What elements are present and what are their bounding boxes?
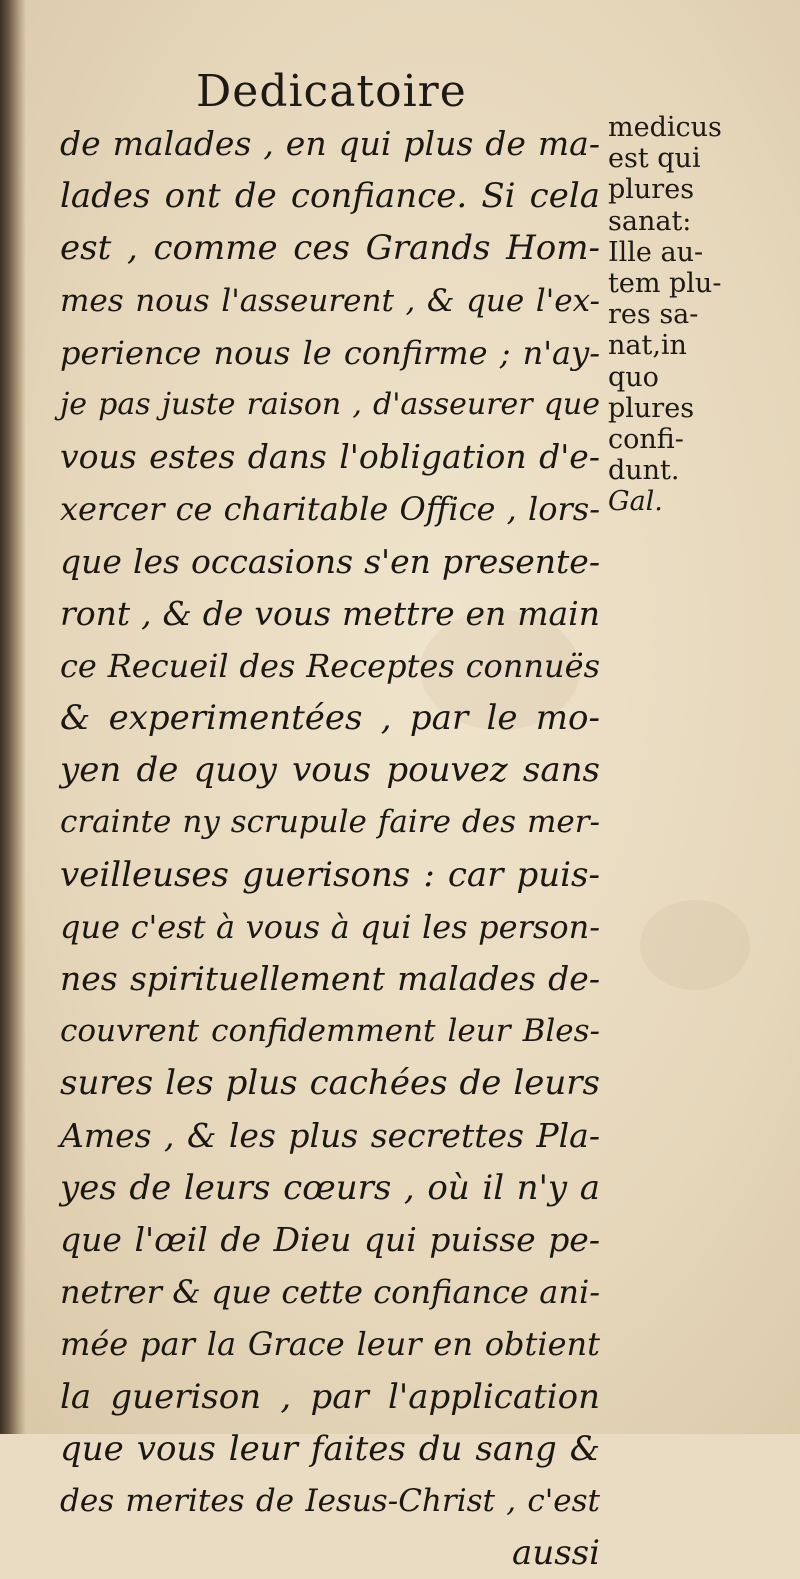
text-line: veilleuses guerisons : car puis- — [60, 854, 600, 895]
text-line: netrer & que cette confiance ani- — [60, 1273, 600, 1312]
margin-note-line: quo — [608, 361, 659, 393]
text-line: aussi — [512, 1533, 600, 1574]
paper-stain — [640, 900, 750, 990]
text-line: & experimentées , par le mo- — [60, 698, 600, 739]
text-line: que les occasions s'en presente- — [60, 541, 600, 581]
text-line: yes de leurs cœurs , où il n'y a — [60, 1167, 600, 1208]
margin-note-line: Ille au- — [608, 236, 704, 268]
text-line: mes nous l'asseurent , & que l'ex- — [60, 282, 600, 319]
margin-note-line: sanat: — [608, 205, 692, 237]
text-line: je pas juste raison , d'asseurer que — [60, 386, 600, 422]
margin-note-line: Gal. — [608, 486, 663, 518]
margin-note — [608, 112, 758, 517]
margin-note-line: plures — [608, 174, 695, 206]
text-line: est , comme ces Grands Hom- — [60, 228, 600, 269]
margin-note-line: nat,in — [608, 330, 687, 362]
text-line: lades ont de confiance. Si cela — [60, 176, 600, 217]
margin-note-line: plures — [608, 392, 695, 424]
text-line: crainte ny scrupule faire des mer- — [60, 804, 600, 841]
body-text — [60, 118, 600, 1579]
running-head: Dedicatoire — [196, 66, 467, 117]
text-line: que c'est à vous à qui les person- — [60, 907, 600, 946]
text-line: vous estes dans l'obligation d'e- — [60, 437, 600, 477]
text-line: ront , & de vous mettre en main — [60, 593, 600, 633]
text-line: ce Recueil des Receptes connuës — [60, 646, 600, 685]
text-line: que l'œil de Dieu qui puisse pe- — [60, 1219, 600, 1259]
text-line: sures les plus cachées de leurs — [60, 1063, 600, 1104]
text-line: Ames , & les plus secrettes Pla- — [60, 1115, 600, 1155]
text-line: des merites de Iesus-Christ , c'est — [60, 1482, 600, 1519]
text-line: mée par la Grace leur en obtient — [60, 1325, 600, 1364]
margin-note-line: dunt. — [608, 455, 680, 487]
text-line: de malades , en qui plus de ma- — [60, 124, 600, 163]
text-line: nes spirituellement malades de- — [60, 959, 600, 998]
margin-note-line: est qui — [608, 143, 701, 175]
text-line: couvrent confidemment leur Bles- — [60, 1013, 600, 1050]
text-line: la guerison , par l'application — [60, 1376, 600, 1417]
text-line: que vous leur faites du sang & — [60, 1428, 600, 1469]
text-line: perience nous le confirme ; n'ay- — [60, 333, 600, 372]
margin-note-line: res sa- — [608, 299, 699, 331]
text-line: xercer ce charitable Office , lors- — [60, 490, 600, 529]
margin-note-line: tem plu- — [608, 267, 722, 299]
margin-note-line: confi- — [608, 423, 684, 455]
margin-note-line: medicus — [608, 112, 722, 143]
binding-gutter — [0, 0, 26, 1434]
text-line: yen de quoy vous pouvez sans — [60, 750, 600, 791]
